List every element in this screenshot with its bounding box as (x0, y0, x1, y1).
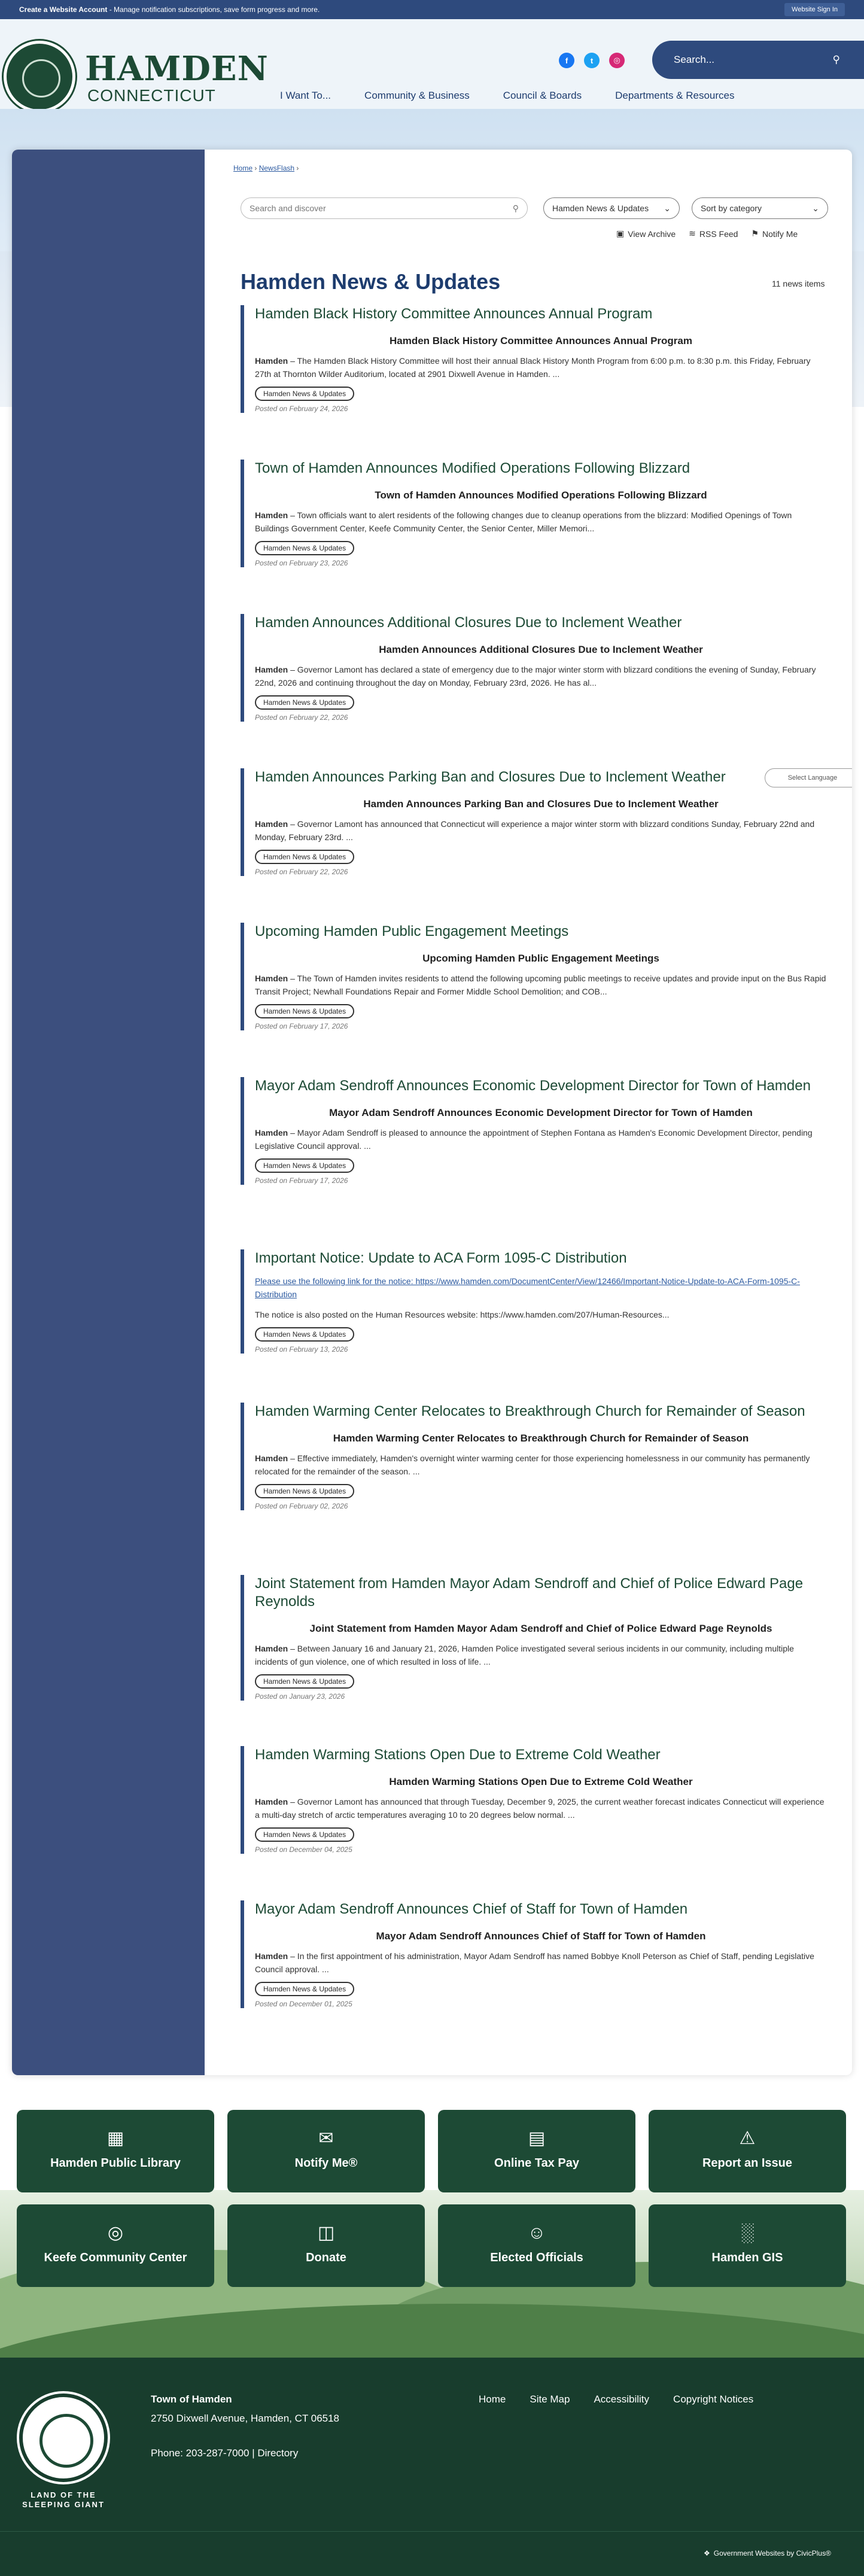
calendar-icon: ▦ (107, 2128, 124, 2148)
site-header (0, 19, 864, 109)
news-item-text: – Mayor Adam Sendroff is pleased to announce the appointment of Stephen Fontana as Hamden's Economic Development Director, pending Legislative Council approval. ... (255, 1128, 813, 1151)
news-item-category-tag[interactable]: Hamden News & Updates (255, 1158, 354, 1173)
news-item-subtitle: Mayor Adam Sendroff Announces Economic Development Director for Town of Hamden (329, 1107, 753, 1118)
rss-feed-link[interactable] (689, 229, 738, 239)
footer-address: 2750 Dixwell Avenue, Hamden, CT 06518 (151, 2413, 340, 2424)
news-item-category-tag[interactable]: Hamden News & Updates (255, 1674, 354, 1689)
site-title[interactable]: HAMDEN (85, 49, 269, 89)
tile-donate[interactable] (227, 2204, 425, 2287)
chevron-down-icon: ⌄ (664, 203, 671, 213)
news-item-subtitle: Hamden Warming Center Relocates to Breakthrough Church for Remainder of Season (333, 1433, 749, 1444)
rss-feed-label: RSS Feed (699, 229, 738, 239)
site-subtitle: CONNECTICUT (87, 86, 216, 105)
nav-departments-resources[interactable]: Departments & Resources (615, 90, 735, 101)
news-item-lead: Hamden (255, 510, 288, 520)
news-item-subtitle: Upcoming Hamden Public Engagement Meetings (422, 953, 659, 964)
sign-in-button[interactable]: Website Sign In (784, 3, 845, 16)
nav-community-business[interactable]: Community & Business (364, 90, 470, 101)
notification-bar (0, 0, 864, 19)
footer-link-copyright[interactable]: Copyright Notices (673, 2393, 754, 2405)
news-search-placeholder: Search and discover (250, 203, 326, 213)
news-count: 11 news items (772, 279, 825, 288)
warning-icon: ⚠ (739, 2128, 756, 2148)
tile-label: Notify Me® (294, 2157, 358, 2170)
news-item-title[interactable]: Joint Statement from Hamden Mayor Adam Sendroff and Chief of Police Edward Page Reynolds (255, 1576, 804, 1610)
tile-label: Hamden Public Library (50, 2157, 181, 2170)
footer-motto: LAND OF THE SLEEPING GIANT (22, 2490, 105, 2509)
credit-card-icon: ▤ (528, 2128, 546, 2148)
news-item-subtitle: Town of Hamden Announces Modified Operations Following Blizzard (375, 489, 707, 501)
bar-chart-icon: ░ (741, 2223, 754, 2243)
site-footer (0, 2358, 864, 2576)
nav-council-boards[interactable]: Council & Boards (503, 90, 582, 101)
news-item-date: Posted on February 02, 2026 (255, 1502, 348, 1510)
news-item-body (255, 972, 827, 998)
side-panel (12, 150, 205, 2075)
news-item-date: Posted on February 23, 2026 (255, 559, 348, 567)
footer-links (479, 2393, 753, 2405)
news-search-input[interactable] (241, 197, 528, 219)
news-item-category-tag[interactable]: Hamden News & Updates (255, 1982, 354, 1996)
view-archive-link[interactable] (616, 229, 676, 239)
news-item-body (255, 663, 827, 689)
breadcrumb-newsflash[interactable]: NewsFlash (258, 164, 295, 172)
civicplus-icon: ❖ (704, 2549, 710, 2557)
twitter-icon[interactable]: t (584, 53, 600, 68)
footer-seal-logo (19, 2393, 108, 2482)
news-item-title[interactable]: Important Notice: Update to ACA Form 1095-C Distribution (255, 1250, 627, 1266)
news-item-category-tag[interactable]: Hamden News & Updates (255, 387, 354, 401)
news-item-text: – Governor Lamont has declared a state of emergency due to the major winter storm with blizzard conditions the evening of Sunday, February 22nd, 2026 and continuing throughout the day on Monday, February 23rd, 2026. He has al... (255, 665, 816, 688)
rss-icon: ≋ (689, 229, 696, 238)
breadcrumb-separator: › (296, 164, 299, 172)
tile-online-tax-pay[interactable] (438, 2110, 635, 2192)
main-nav (263, 85, 752, 107)
search-icon[interactable]: ⚲ (512, 203, 519, 213)
news-item-lead: Hamden (255, 356, 288, 366)
tile-label: Keefe Community Center (44, 2251, 187, 2264)
news-item (241, 1900, 827, 2008)
news-item-subtitle: Hamden Announces Parking Ban and Closures Due to Inclement Weather (363, 798, 719, 810)
news-item (241, 1403, 827, 1510)
news-item-category-tag[interactable]: Hamden News & Updates (255, 1327, 354, 1342)
news-item-lead: Hamden (255, 974, 288, 983)
news-item-body (255, 1950, 827, 1976)
news-item-lead: Hamden (255, 665, 288, 674)
mail-icon: ✉ (318, 2128, 334, 2148)
news-item-date: Posted on December 01, 2025 (255, 2000, 352, 2008)
notification-text: - Manage notification subscriptions, save form progress and more. (107, 5, 320, 14)
breadcrumb (233, 164, 299, 172)
tile-label: Elected Officials (490, 2251, 583, 2264)
news-item (241, 768, 827, 876)
category-select[interactable] (543, 197, 680, 219)
news-item-title[interactable]: Hamden Warming Stations Open Due to Extreme Cold Weather (255, 1747, 661, 1763)
language-selector[interactable]: Select Language (765, 768, 852, 787)
news-item-title[interactable]: Hamden Announces Additional Closures Due to Inclement Weather (255, 615, 682, 631)
news-item-date: Posted on February 13, 2026 (255, 1345, 348, 1354)
news-item-lead: Hamden (255, 1644, 288, 1653)
news-item-lead: Hamden (255, 1128, 288, 1138)
news-item-title[interactable]: Town of Hamden Announces Modified Operations Following Blizzard (255, 460, 690, 476)
news-item-text: – Town officials want to alert residents of the following changes due to cleanup operations from the blizzard: Modified Openings of Town Buildings Government Center, Keefe Community Center, the Senior Center, Miller Memori... (255, 510, 792, 533)
main-content-card (12, 150, 852, 2075)
bell-icon: ⚑ (751, 229, 759, 238)
news-item-date: Posted on February 17, 2026 (255, 1176, 348, 1185)
tile-report-issue[interactable] (649, 2110, 846, 2192)
news-item-body (255, 1452, 827, 1478)
news-item-text: – The Town of Hamden invites residents to attend the following upcoming public meetings to receive updates and provide input on the Bus Rapid Transit Project; Newhall Foundations Repair and Former Middle School Demolition; and COB... (255, 974, 826, 996)
civicplus-credit[interactable] (704, 2549, 831, 2557)
news-item-body (255, 509, 827, 535)
news-item-subtitle: Hamden Black History Committee Announces Annual Program (389, 335, 692, 346)
search-icon[interactable]: ⚲ (832, 54, 840, 65)
news-item-category-tag[interactable]: Hamden News & Updates (255, 695, 354, 710)
news-item-text: – The Hamden Black History Committee will host their annual Black History Month Program from 6:00 p.m. to 8:30 p.m. this Friday, February 27th at Thornton Wilder Auditorium, located at 2901 Dixwell Avenue in Hamden. ... (255, 356, 811, 379)
globe-icon: ◎ (107, 2223, 124, 2243)
news-item-category-tag[interactable]: Hamden News & Updates (255, 1004, 354, 1018)
breadcrumb-home[interactable]: Home (233, 164, 253, 172)
news-item-body[interactable]: Please use the following link for the notice: https://www.hamden.com/DocumentCenter/View/12466/Important-Notice-Update-to-ACA-Form-1095-C-Distribution (255, 1276, 800, 1299)
news-item-lead: Hamden (255, 1797, 288, 1806)
footer-phone[interactable]: Phone: 203-287-7000 | Directory (151, 2447, 299, 2459)
civicplus-label: Government Websites by CivicPlus® (713, 2549, 831, 2557)
news-item-text: – In the first appointment of his administration, Mayor Adam Sendroff has named Bobbye Knoll Peterson as Chief of Staff, pending Legislative Council approval. ... (255, 1951, 814, 1974)
basket-icon: ◫ (317, 2223, 335, 2243)
tile-keefe-center[interactable] (17, 2204, 214, 2287)
news-item-subtitle: Joint Statement from Hamden Mayor Adam Sendroff and Chief of Police Edward Page Reynolds (309, 1623, 772, 1634)
social-links (559, 53, 625, 68)
people-icon: ☺ (527, 2223, 546, 2243)
instagram-icon[interactable]: ◎ (609, 53, 625, 68)
news-item-text: – Between January 16 and January 21, 2026, Hamden Police investigated several serious incidents in our community, including multiple incidents of gun violence, one of which resulted in loss of life. ... (255, 1644, 794, 1666)
sort-value: Sort by category (701, 203, 762, 213)
sort-select[interactable] (692, 197, 828, 219)
news-item-body-secondary[interactable]: The notice is also posted on the Human Resources website: https://www.hamden.com/207/Human-Resources... (255, 1310, 670, 1319)
news-item (241, 923, 827, 1030)
news-item-subtitle: Mayor Adam Sendroff Announces Chief of Staff for Town of Hamden (376, 1930, 706, 1942)
tile-public-library[interactable] (17, 2110, 214, 2192)
create-account-link[interactable]: Create a Website Account (19, 5, 108, 14)
footer-town-name: Town of Hamden (151, 2393, 232, 2405)
tile-elected-officials[interactable] (438, 2204, 635, 2287)
news-item-body (255, 817, 827, 844)
news-item-title[interactable]: Upcoming Hamden Public Engagement Meetings (255, 923, 569, 939)
notify-me-label: Notify Me (762, 229, 798, 239)
tile-label: Report an Issue (702, 2157, 793, 2170)
nav-i-want-to[interactable]: I Want To... (280, 90, 331, 101)
news-item (241, 460, 827, 567)
news-item (241, 1746, 827, 1854)
news-item-text: – Effective immediately, Hamden's overnight winter warming center for those experiencing homelessness in our community has permanently relocated for the remainder of the season. ... (255, 1453, 810, 1476)
category-value: Hamden News & Updates (552, 203, 649, 213)
archive-icon: ▣ (616, 229, 625, 238)
news-item (241, 1249, 827, 1354)
news-tools (616, 229, 798, 239)
site-search[interactable] (652, 41, 864, 79)
facebook-icon[interactable]: f (559, 53, 574, 68)
chevron-down-icon: ⌄ (812, 203, 819, 213)
news-item-date: Posted on February 17, 2026 (255, 1022, 348, 1030)
news-filters (241, 197, 827, 221)
news-item-body (255, 354, 827, 381)
news-item (241, 1575, 827, 1701)
news-item-lead: Hamden (255, 1453, 288, 1463)
news-item-body (255, 1795, 827, 1821)
tile-label: Online Tax Pay (494, 2157, 579, 2170)
news-item-lead: Hamden (255, 1951, 288, 1961)
tile-label: Donate (306, 2251, 346, 2264)
footer-link-site-map[interactable]: Site Map (530, 2393, 570, 2405)
news-item-body (255, 1126, 827, 1152)
news-item-subtitle: Hamden Warming Stations Open Due to Extreme Cold Weather (389, 1776, 693, 1787)
notification-message[interactable] (19, 5, 320, 14)
news-item-category-tag[interactable]: Hamden News & Updates (255, 1827, 354, 1842)
tile-label: Hamden GIS (711, 2251, 783, 2264)
news-item (241, 614, 827, 722)
breadcrumb-separator: › (254, 164, 257, 172)
news-item-category-tag[interactable]: Hamden News & Updates (255, 850, 354, 864)
news-item-category-tag[interactable]: Hamden News & Updates (255, 1484, 354, 1498)
notify-me-link[interactable] (751, 229, 798, 239)
search-input[interactable]: Search... (674, 54, 715, 65)
news-item-lead: Hamden (255, 819, 288, 829)
news-item-date: Posted on February 24, 2026 (255, 405, 348, 413)
news-item-text: – Governor Lamont has announced that Connecticut will experience a major winter storm with blizzard conditions Sunday, February 22nd and Monday, February 23rd. ... (255, 819, 815, 842)
view-archive-label: View Archive (628, 229, 676, 239)
page-title: Hamden News & Updates (241, 269, 501, 294)
news-item-date: Posted on January 23, 2026 (255, 1692, 345, 1701)
news-item-title[interactable]: Mayor Adam Sendroff Announces Economic Development Director for Town of Hamden (255, 1078, 811, 1094)
news-item-title[interactable]: Hamden Announces Parking Ban and Closures Due to Inclement Weather (255, 769, 726, 785)
news-item-title[interactable]: Mayor Adam Sendroff Announces Chief of Staff for Town of Hamden (255, 1901, 688, 1917)
news-item-date: Posted on December 04, 2025 (255, 1845, 352, 1854)
news-item-date: Posted on February 22, 2026 (255, 713, 348, 722)
footer-link-home[interactable]: Home (479, 2393, 506, 2405)
news-item (241, 305, 827, 413)
news-item-body (255, 1642, 827, 1668)
footer-divider (0, 2531, 864, 2532)
news-item-title[interactable]: Hamden Warming Center Relocates to Breakthrough Church for Remainder of Season (255, 1403, 805, 1419)
tile-hamden-gis[interactable] (649, 2204, 846, 2287)
tile-notify-me[interactable] (227, 2110, 425, 2192)
news-item-date: Posted on February 22, 2026 (255, 868, 348, 876)
town-seal-logo[interactable] (4, 41, 75, 112)
news-item (241, 1077, 827, 1185)
news-item-subtitle: Hamden Announces Additional Closures Due to Inclement Weather (379, 644, 703, 655)
footer-link-accessibility[interactable]: Accessibility (594, 2393, 650, 2405)
news-item-title[interactable]: Hamden Black History Committee Announces Annual Program (255, 306, 653, 322)
news-item-text: – Governor Lamont has announced that through Tuesday, December 9, 2025, the current weather forecast indicates Connecticut will experience a multi-day stretch of arctic temperatures averaging 10 to 20 degrees below normal. ... (255, 1797, 825, 1820)
news-item-category-tag[interactable]: Hamden News & Updates (255, 541, 354, 555)
